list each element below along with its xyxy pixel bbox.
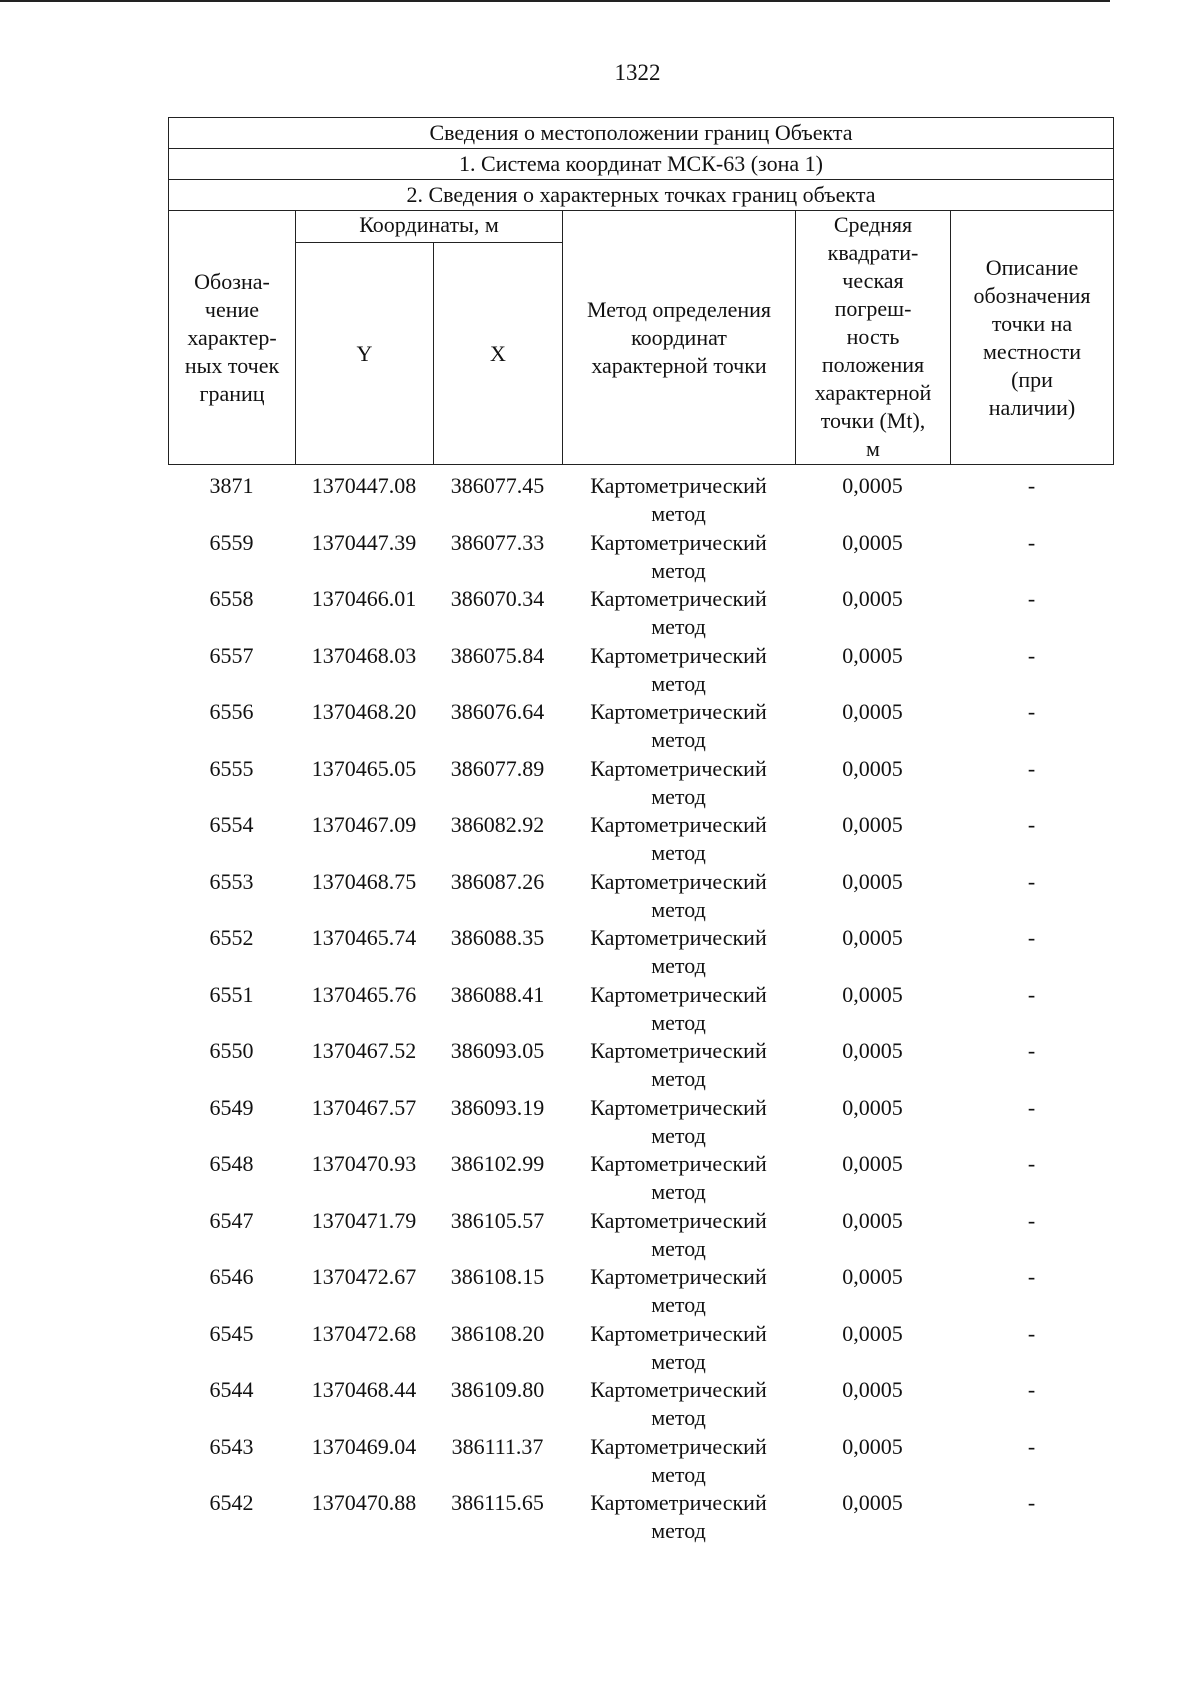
point-id-cell: 6552 <box>209 925 254 950</box>
coord-x-cell: 386077.33 <box>450 529 545 555</box>
method-cell: Картометрический метод <box>590 1264 767 1317</box>
point-id-cell: 6550 <box>209 1038 254 1063</box>
description-cell: - <box>1027 1433 1036 1459</box>
table-row <box>168 1376 1113 1433</box>
page-number: 1322 <box>614 60 661 85</box>
col-x: X <box>434 243 563 465</box>
coord-x-cell: 386111.37 <box>451 1433 544 1459</box>
description-cell: - <box>1027 981 1036 1007</box>
col-designation: Обозна- чение характер- ных точек границ <box>169 211 296 465</box>
method-cell: Картометрический метод <box>590 1433 767 1487</box>
error-cell: 0,0005 <box>842 1151 903 1176</box>
method-cell: Картометрический метод <box>590 755 767 809</box>
header-table <box>168 117 1114 465</box>
table-row <box>168 1094 1113 1151</box>
description-cell: - <box>1027 755 1036 781</box>
table-row <box>168 1433 1113 1490</box>
coord-x-cell: 386093.05 <box>450 1038 545 1063</box>
table-row <box>168 1263 1113 1320</box>
error-cell: 0,0005 <box>842 1377 903 1402</box>
method-cell: Картометрический метод <box>590 529 767 583</box>
table-row <box>168 868 1113 925</box>
method-cell: Картометрический метод <box>590 473 767 526</box>
col-description: Описание обозначения точки на местности (при наличии) <box>951 211 1114 465</box>
error-cell: 0,0005 <box>842 586 903 611</box>
table-row <box>168 1037 1113 1094</box>
coord-y-cell: 1370472.67 <box>311 1264 417 1289</box>
table-row <box>168 1489 1113 1546</box>
point-id-cell: 6551 <box>209 981 254 1007</box>
coord-y-cell: 1370465.05 <box>311 755 417 781</box>
error-cell: 0,0005 <box>842 925 903 950</box>
error-cell: 0,0005 <box>842 473 903 498</box>
point-id-cell: 6547 <box>209 1207 254 1233</box>
description-cell: - <box>1027 1377 1036 1402</box>
table-row <box>168 472 1113 529</box>
method-cell: Картометрический метод <box>590 1490 767 1543</box>
method-cell: Картометрический метод <box>590 699 767 752</box>
method-cell: Картометрический метод <box>590 868 767 922</box>
point-id-cell: 6554 <box>209 812 254 837</box>
error-cell: 0,0005 <box>842 868 903 894</box>
coord-y-cell: 1370447.08 <box>311 473 417 498</box>
point-id-cell: 6545 <box>209 1320 254 1346</box>
header-coord-system: 1. Система координат МСК-63 (зона 1) <box>169 149 1114 180</box>
method-cell: Картометрический метод <box>590 1320 767 1374</box>
description-cell: - <box>1027 1151 1036 1176</box>
coord-x-cell: 386108.20 <box>450 1320 545 1346</box>
error-cell: 0,0005 <box>842 1094 903 1120</box>
error-cell: 0,0005 <box>842 1490 903 1515</box>
coord-y-cell: 1370468.44 <box>311 1377 417 1402</box>
coord-x-cell: 386088.41 <box>450 981 545 1007</box>
error-cell: 0,0005 <box>842 1320 903 1346</box>
header-section: 2. Сведения о характерных точках границ объекта <box>169 180 1114 211</box>
coord-y-cell: 1370447.39 <box>311 529 417 555</box>
coord-x-cell: 386108.15 <box>450 1264 545 1289</box>
point-id-cell: 6544 <box>209 1377 254 1402</box>
coord-x-cell: 386087.26 <box>450 868 545 894</box>
coord-x-cell: 386076.64 <box>450 699 545 724</box>
coord-y-cell: 1370469.04 <box>311 1433 417 1459</box>
table-row <box>168 924 1113 981</box>
description-cell: - <box>1027 642 1036 668</box>
coord-y-cell: 1370467.09 <box>311 812 417 837</box>
point-id-cell: 6558 <box>209 586 254 611</box>
error-cell: 0,0005 <box>842 1433 903 1459</box>
coord-y-cell: 1370465.74 <box>311 925 417 950</box>
description-cell: - <box>1027 529 1036 555</box>
coord-y-cell: 1370470.88 <box>311 1490 417 1515</box>
error-cell: 0,0005 <box>842 1207 903 1233</box>
description-cell: - <box>1027 473 1036 498</box>
coord-x-cell: 386109.80 <box>450 1377 545 1402</box>
col-y: Y <box>296 243 434 465</box>
coord-y-cell: 1370467.52 <box>311 1038 417 1063</box>
table-row <box>168 811 1113 868</box>
coord-x-cell: 386088.35 <box>450 925 545 950</box>
point-id-cell: 3871 <box>209 473 254 498</box>
error-cell: 0,0005 <box>842 1038 903 1063</box>
table-row <box>168 981 1113 1038</box>
coord-x-cell: 386093.19 <box>450 1094 545 1120</box>
coord-x-cell: 386075.84 <box>450 642 545 668</box>
description-cell: - <box>1027 1490 1036 1515</box>
point-id-cell: 6557 <box>209 642 254 668</box>
point-id-cell: 6559 <box>209 529 254 555</box>
error-cell: 0,0005 <box>842 642 903 668</box>
col-method: Метод определения координат характерной точки <box>563 211 796 465</box>
header-title: Сведения о местоположении границ Объекта <box>169 118 1114 149</box>
table-row <box>168 1320 1113 1377</box>
coord-y-cell: 1370468.20 <box>311 699 417 724</box>
method-cell: Картометрический метод <box>590 1038 767 1091</box>
col-coords: Координаты, м <box>296 211 563 243</box>
error-cell: 0,0005 <box>842 812 903 837</box>
description-cell: - <box>1027 868 1036 894</box>
method-cell: Картометрический метод <box>590 925 767 978</box>
top-rule <box>0 0 1110 2</box>
coord-x-cell: 386077.89 <box>450 755 545 781</box>
coord-y-cell: 1370466.01 <box>311 586 417 611</box>
coord-y-cell: 1370468.03 <box>311 642 417 668</box>
method-cell: Картометрический метод <box>590 981 767 1035</box>
point-id-cell: 6553 <box>209 868 254 894</box>
description-cell: - <box>1027 812 1036 837</box>
error-cell: 0,0005 <box>842 981 903 1007</box>
coord-y-cell: 1370471.79 <box>311 1207 417 1233</box>
description-cell: - <box>1027 699 1036 724</box>
method-cell: Картометрический метод <box>590 642 767 696</box>
point-id-cell: 6546 <box>209 1264 254 1289</box>
method-cell: Картометрический метод <box>590 1377 767 1430</box>
point-id-cell: 6548 <box>209 1151 254 1176</box>
table-row <box>168 755 1113 812</box>
description-cell: - <box>1027 1264 1036 1289</box>
coord-x-cell: 386102.99 <box>450 1151 545 1176</box>
point-id-cell: 6542 <box>209 1490 254 1515</box>
point-id-cell: 6555 <box>209 755 254 781</box>
error-cell: 0,0005 <box>842 529 903 555</box>
coord-x-cell: 386082.92 <box>450 812 545 837</box>
description-cell: - <box>1027 925 1036 950</box>
description-cell: - <box>1027 1038 1036 1063</box>
method-cell: Картометрический метод <box>590 1207 767 1261</box>
coord-x-cell: 386115.65 <box>451 1490 544 1515</box>
table-row <box>168 585 1113 642</box>
table-row <box>168 1207 1113 1264</box>
method-cell: Картометрический метод <box>590 812 767 865</box>
method-cell: Картометрический метод <box>590 1151 767 1204</box>
table-row <box>168 698 1113 755</box>
coord-y-cell: 1370468.75 <box>311 868 417 894</box>
description-cell: - <box>1027 1094 1036 1120</box>
coord-x-cell: 386070.34 <box>450 586 545 611</box>
point-id-cell: 6543 <box>209 1433 254 1459</box>
description-cell: - <box>1027 586 1036 611</box>
table-row <box>168 529 1113 586</box>
description-cell: - <box>1027 1207 1036 1233</box>
coord-y-cell: 1370465.76 <box>311 981 417 1007</box>
coord-x-cell: 386105.57 <box>450 1207 545 1233</box>
coord-y-cell: 1370467.57 <box>311 1094 417 1120</box>
col-error: Средняя квадрати- ческая погреш- ность положения характерной точки (Mt), м <box>796 211 951 465</box>
data-table <box>168 472 1113 1546</box>
table-row <box>168 642 1113 699</box>
error-cell: 0,0005 <box>842 1264 903 1289</box>
method-cell: Картометрический метод <box>590 586 767 639</box>
point-id-cell: 6549 <box>209 1094 254 1120</box>
coord-x-cell: 386077.45 <box>450 473 545 498</box>
coord-y-cell: 1370470.93 <box>311 1151 417 1176</box>
error-cell: 0,0005 <box>842 699 903 724</box>
point-id-cell: 6556 <box>209 699 254 724</box>
coord-y-cell: 1370472.68 <box>311 1320 417 1346</box>
error-cell: 0,0005 <box>842 755 903 781</box>
method-cell: Картометрический метод <box>590 1094 767 1148</box>
table-row <box>168 1150 1113 1207</box>
description-cell: - <box>1027 1320 1036 1346</box>
